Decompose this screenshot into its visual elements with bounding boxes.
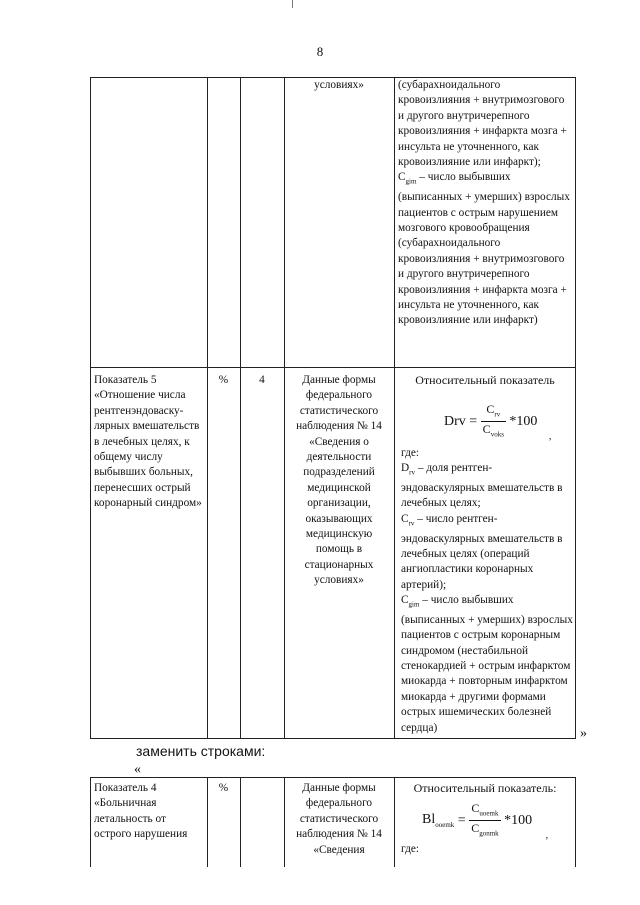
- table1-col-line: [284, 77, 285, 739]
- table2-top-border: [90, 777, 575, 778]
- row4-formula: $Bl_{ooemk}$ = $\frac{C_{uoemk}}{C_{gonmk}}$ *100 ,: [422, 801, 549, 841]
- top-mark: [292, 0, 293, 8]
- row5-where: где:: [401, 447, 419, 459]
- table1-bottom-border: [90, 738, 575, 739]
- row5-definitions: [401, 446, 573, 736]
- row4-unit: %: [218, 782, 229, 794]
- table2-col-line: [90, 777, 91, 867]
- table1-col-line: [240, 77, 241, 739]
- row4-where: где:: [401, 843, 419, 855]
- table2-col-line: [240, 777, 241, 867]
- closing-quote: »: [580, 726, 587, 741]
- row5-number: 4: [259, 374, 265, 386]
- table2-col-line: [575, 777, 576, 867]
- row5-cgim-definition: $C_{gim}$ – число выбывших (выписанных + умерших) взрослых пациентов с острым коронарным синдромом (нестабильной стенокардией + острым инфарктом миокарда + повторным инфарктом миокарда + другими формами острых ишемических болезней сердца): [401, 594, 573, 734]
- row5-drv-definition: $D_{rv}$ – доля рентген-эндоваскулярных вмешательств в лечебных целях;: [401, 462, 563, 510]
- replace-instruction: заменить строками:: [136, 743, 266, 759]
- table1-col-line: [90, 77, 91, 739]
- opening-quote: «: [134, 762, 141, 777]
- table1-row-divider: [90, 367, 575, 368]
- row4-indicator-name: Показатель 4 «Больничная летальность от острого нарушения: [94, 782, 188, 841]
- table2-col-line: [394, 777, 395, 867]
- row4-source: Данные формы федерального статистического наблюдения № 14 «Сведения: [296, 782, 382, 856]
- table1-col-line: [207, 77, 208, 739]
- row5-indicator-name: Показатель 5 «Отношение числа рентгенэндоваску-лярных вмешательств в лечебных целях, к общему числу выбывших больных, перенесших острый коронарный синдром»: [94, 374, 202, 510]
- table1-col-line: [394, 77, 395, 739]
- cont-method-text: (субарахноидального кровоизлияния + внутримозгового и другого внутричерепного кровоизлияния + инфаркта мозга + инсульта не уточненного, как кровоизлияние или инфаркт);: [398, 79, 567, 169]
- row5-method-title: Относительный показатель: [415, 373, 555, 387]
- table2-col-line: [284, 777, 285, 867]
- cont-source-cell: условиях»: [314, 79, 364, 91]
- row4-method-title: Относительный показатель:: [413, 781, 557, 795]
- cont-cgim-definition: $C_{gim}$ – число выбывших (выписанных + умерших) взрослых пациентов с острым нарушением мозгового кровообращения (субарахноидального кровоизлияния + внутримозгового и другого внутричерепного кровоизлияния + инфаркта мозга + инсульта не уточненного, как кровоизлияние или инфаркт): [398, 171, 570, 327]
- row5-formula: Drv = $\frac{C_{rv}}{C_{voks}}$ *100 ,: [444, 402, 552, 442]
- page-number: 8: [316, 44, 324, 59]
- row5-unit: %: [218, 374, 229, 386]
- table1-col-line: [575, 77, 576, 739]
- row5-source: Данные формы федерального статистического наблюдения № 14 «Сведения о деятельности подразделений медицинской организации, оказывающих медицинскую помощь в стационарных условиях»: [296, 374, 382, 587]
- row5-crv-definition: $C_{rv}$ – число рентген-эндоваскулярных вмешательств в лечебных целях (операций ангиопластики коронарных артерий);: [401, 512, 563, 591]
- cont-method-cell: [398, 78, 573, 329]
